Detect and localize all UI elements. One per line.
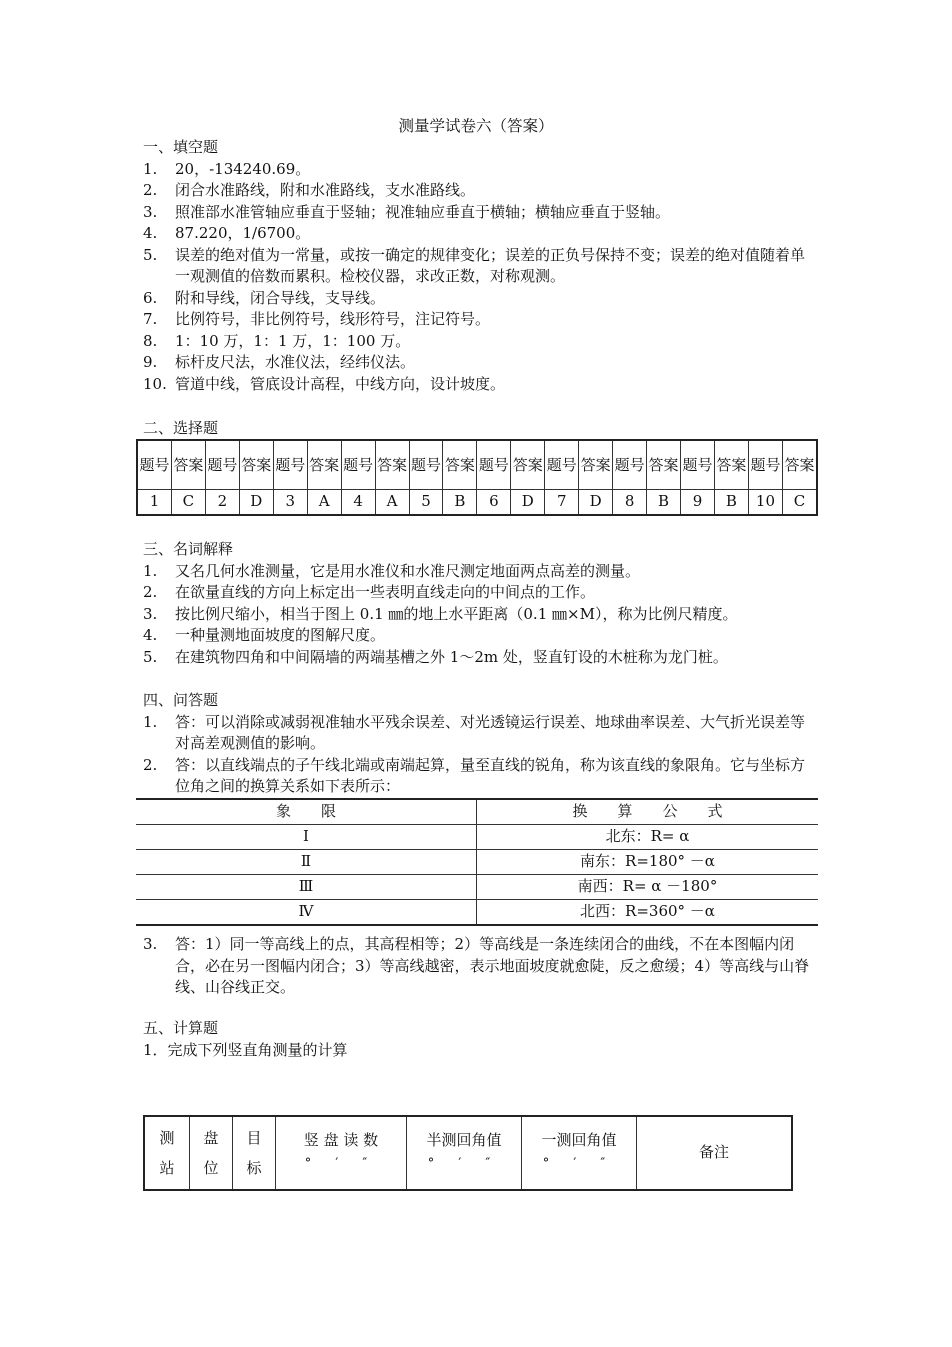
table-cell: C: [171, 490, 205, 516]
qa-list: [143, 712, 815, 798]
section-calculation: [143, 1018, 815, 1061]
vertical-angle-table: [143, 1115, 793, 1191]
table-cell: 1: [137, 490, 171, 516]
col-face: 盘 位: [190, 1116, 233, 1190]
table-cell: 题号: [477, 440, 511, 490]
table-cell: 题号: [613, 440, 647, 490]
table-cell: 5: [409, 490, 443, 516]
table-cell: 北西：R=360° －α: [477, 900, 819, 926]
section-heading: 四、问答题: [143, 691, 219, 709]
list-item: 10. 管道中线，管底设计高程，中线方向，设计坡度。: [143, 374, 506, 393]
table-cell: 题号: [748, 440, 782, 490]
col-round-angle: 一测回角值 ° ′ ″: [522, 1116, 637, 1190]
col-station: 测 站: [144, 1116, 190, 1190]
col-half-round-angle: 半测回角值 ° ′ ″: [407, 1116, 522, 1190]
table-cell: 10: [748, 490, 782, 516]
list-item: 2. 答：以直线端点的子午线北端或南端起算，量至直线的锐角，称为该直线的象限角。它与坐标方位角之间的换算关系如下表所示：: [143, 755, 806, 795]
table-cell: 答案: [647, 440, 681, 490]
table-row: [136, 875, 818, 900]
table-cell: 题号: [681, 440, 715, 490]
section-definitions: [143, 539, 815, 668]
table-cell: 答案: [239, 440, 273, 490]
list-item: 5. 在建筑物四角和中间隔墙的两端基槽之外 1～2m 处，竖直钉设的木桩称为龙门桩。: [143, 647, 728, 666]
list-item: 2. 在欲量直线的方向上标定出一些表明直线走向的中间点的工作。: [143, 583, 596, 601]
table-cell: 9: [681, 490, 715, 516]
table-row: [144, 1116, 792, 1190]
fill-in-list: [143, 159, 815, 396]
table-row: [137, 440, 817, 490]
section-heading-choice: 二、选择题: [143, 419, 219, 437]
section-heading: 三、名词解释: [143, 540, 234, 558]
list-item: 3. 照准部水准管轴应垂直于竖轴；视准轴应垂直于横轴；横轴应垂直于竖轴。: [143, 202, 671, 221]
table-cell: 答案: [307, 440, 341, 490]
list-item: 1. 答：可以消除或减弱视准轴水平残余误差、对光透镜运行误差、地球曲率误差、大气折光误差等对高差观测值的影响。: [143, 712, 806, 752]
quadrant-conversion-table: [136, 798, 818, 926]
table-cell: 南西：R= α －180°: [477, 875, 819, 900]
table-cell: B: [443, 490, 477, 516]
table-cell: 题号: [545, 440, 579, 490]
table-cell: 2: [205, 490, 239, 516]
table-header-formula: 换 算 公 式: [477, 799, 819, 825]
table-cell: D: [579, 490, 613, 516]
col-remarks: 备注: [637, 1116, 793, 1190]
section-heading: 五、计算题: [143, 1019, 219, 1037]
table-cell: 6: [477, 490, 511, 516]
table-cell: C: [783, 490, 817, 516]
section-heading: 一、填空题: [143, 138, 219, 156]
table-row: [136, 900, 818, 926]
table-header-quadrant: 象 限: [136, 799, 477, 825]
table-cell: Ⅲ: [136, 875, 477, 900]
section-fill-in: [143, 137, 815, 395]
table-row: [136, 850, 818, 875]
list-item: 6. 附和导线，闭合导线，支导线。: [143, 288, 386, 307]
list-item: 3. 答：1）同一等高线上的点，其高程相等；2）等高线是一条连续闭合的曲线，不在本图幅内闭合，必在另一图幅内闭合；3）等高线越密，表示地面坡度就愈陡，反之愈缓；4）等高线与山脊线、山谷线正交。: [143, 935, 810, 996]
list-item: 9. 标杆皮尺法，水准仪法，经纬仪法。: [143, 353, 416, 371]
table-cell: 答案: [375, 440, 409, 490]
calc-question: 1．完成下列竖直角测量的计算: [143, 1040, 348, 1059]
list-item: 5. 误差的绝对值为一常量，或按一确定的规律变化；误差的正负号保持不变；误差的绝对值随着单一观测值的倍数而累积。检校仪器，求改正数，对称观测。: [143, 245, 806, 285]
table-cell: 答案: [783, 440, 817, 490]
table-cell: A: [307, 490, 341, 516]
table-cell: Ⅰ: [136, 825, 477, 850]
list-item: 4. 一种量测地面坡度的图解尺度。: [143, 626, 386, 644]
list-item: 2. 闭合水准路线，附和水准路线，支水准路线。: [143, 181, 476, 199]
table-cell: 答案: [443, 440, 477, 490]
table-cell: B: [647, 490, 681, 516]
table-cell: 答案: [714, 440, 748, 490]
table-cell: 答案: [579, 440, 613, 490]
table-cell: 北东：R= α: [477, 825, 819, 850]
page-title: 测量学试卷六（答案）: [398, 117, 554, 135]
table-row: [137, 490, 817, 516]
table-cell: 题号: [205, 440, 239, 490]
list-item: 7. 比例符号，非比例符号，线形符号，注记符号。: [143, 310, 491, 328]
table-row: [136, 799, 818, 825]
table-cell: 题号: [273, 440, 307, 490]
col-target: 目 标: [233, 1116, 276, 1190]
table-cell: 3: [273, 490, 307, 516]
table-cell: A: [375, 490, 409, 516]
table-cell: 答案: [511, 440, 545, 490]
table-cell: 8: [613, 490, 647, 516]
table-cell: 题号: [341, 440, 375, 490]
table-cell: 4: [341, 490, 375, 516]
qa-item-3: [143, 934, 815, 999]
choice-answer-table: [136, 439, 818, 516]
table-cell: 题号: [409, 440, 443, 490]
list-item: 3. 按比例尺缩小，相当于图上 0.1 ㎜的地上水平距离（0.1 ㎜×M），称为比例尺精度。: [143, 604, 738, 623]
list-item: 1. 又名几何水准测量，它是用水准仪和水准尺测定地面两点高差的测量。: [143, 561, 641, 580]
table-cell: 7: [545, 490, 579, 516]
table-row: [136, 825, 818, 850]
table-cell: 南东：R=180° －α: [477, 850, 819, 875]
table-cell: 题号: [137, 440, 171, 490]
table-cell: Ⅱ: [136, 850, 477, 875]
table-cell: 答案: [171, 440, 205, 490]
list-item: 1. 20，-134240.69。: [143, 159, 311, 178]
section-qa: [143, 690, 815, 798]
table-cell: D: [239, 490, 273, 516]
table-cell: B: [714, 490, 748, 516]
list-item: 8. 1：10 万，1：1 万，1：100 万。: [143, 331, 411, 350]
list-item: 4. 87.220，1/6700。: [143, 224, 311, 242]
table-cell: D: [511, 490, 545, 516]
col-circle-reading: 竖 盘 读 数 ° ′ ″: [276, 1116, 407, 1190]
definition-list: [143, 561, 815, 669]
table-cell: Ⅳ: [136, 900, 477, 926]
